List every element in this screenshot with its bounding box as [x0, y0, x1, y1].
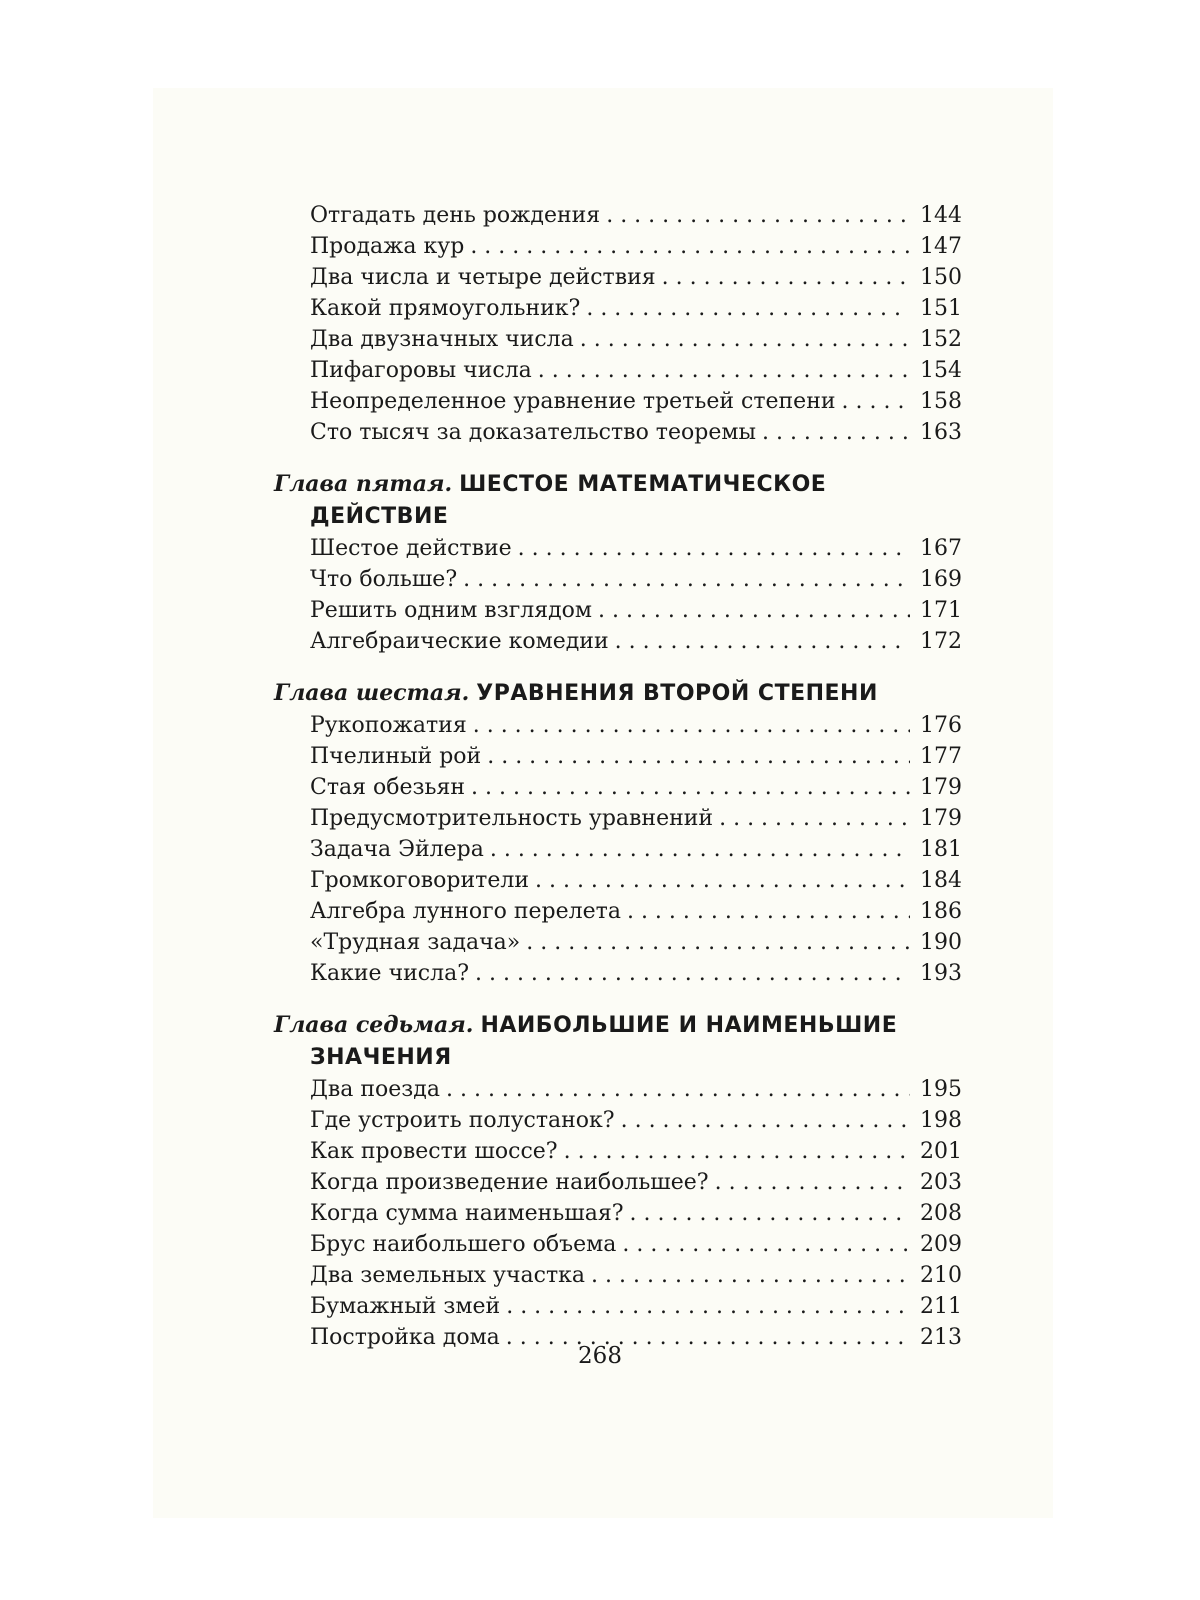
entry-title: Сто тысяч за доказательство теоремы: [310, 420, 756, 445]
dot-leader: [762, 417, 910, 448]
dot-leader: [586, 293, 910, 324]
chapter-label: Глава шестая.: [274, 680, 470, 706]
entry-title: Бумажный змей: [310, 1294, 501, 1319]
toc-entry: [310, 1198, 962, 1229]
toc-entry: [310, 710, 962, 741]
entry-title: Неопределенное уравнение третьей степени: [310, 389, 836, 414]
entry-page: 209: [920, 1232, 962, 1257]
dot-leader: [446, 1074, 910, 1105]
toc-entry: [310, 1074, 962, 1105]
dot-leader: [580, 324, 910, 355]
toc-entry: [310, 355, 962, 386]
entry-title: Задача Эйлера: [310, 837, 484, 862]
toc-entry: [310, 896, 962, 927]
toc-entry: [310, 293, 962, 324]
entry-page: 152: [920, 327, 962, 352]
dot-leader: [473, 710, 910, 741]
entry-title: Решить одним взглядом: [310, 598, 592, 623]
dot-leader: [842, 386, 910, 417]
dot-leader: [490, 834, 910, 865]
toc-entry: [310, 958, 962, 989]
dot-leader: [622, 1229, 910, 1260]
entry-page: 169: [920, 567, 962, 592]
toc-entry: [310, 231, 962, 262]
dot-leader: [591, 1260, 910, 1291]
dot-leader: [518, 533, 910, 564]
toc-entry: [310, 741, 962, 772]
dot-leader: [538, 355, 910, 386]
dot-leader: [627, 896, 910, 927]
entry-page: 172: [920, 629, 962, 654]
entry-page: 213: [920, 1325, 962, 1350]
entry-title: Что больше?: [310, 567, 458, 592]
entry-page: 190: [920, 930, 962, 955]
toc-entry: [310, 595, 962, 626]
toc-entry: [310, 1229, 962, 1260]
dot-leader: [506, 1291, 910, 1322]
toc-section: [274, 468, 962, 657]
toc-entry: [310, 262, 962, 293]
entry-title: Стая обезьян: [310, 775, 466, 800]
dot-leader: [662, 262, 910, 293]
entry-page: 154: [920, 358, 962, 383]
toc-entry: [310, 626, 962, 657]
chapter-heading: [274, 1009, 962, 1074]
dot-leader: [535, 865, 910, 896]
dot-leader: [630, 1198, 910, 1229]
dot-leader: [621, 1105, 910, 1136]
entry-title: Где устроить полустанок?: [310, 1108, 615, 1133]
toc-section: [274, 1009, 962, 1353]
entry-title: Пчелиный рой: [310, 744, 482, 769]
toc-entry: [310, 200, 962, 231]
toc-entry: [310, 1260, 962, 1291]
toc-entry: [310, 803, 962, 834]
entry-page: 150: [920, 265, 962, 290]
entry-page: 167: [920, 536, 962, 561]
dot-leader: [615, 626, 910, 657]
toc-section: [274, 677, 962, 989]
chapter-label: Глава седьмая.: [274, 1012, 474, 1038]
entry-title: Рукопожатия: [310, 713, 467, 738]
entry-title: Алгебра лунного перелета: [310, 899, 621, 924]
entry-title: Алгебраические комедии: [310, 629, 609, 654]
entry-title: Когда произведение наибольшее?: [310, 1170, 709, 1195]
entry-page: 201: [920, 1139, 962, 1164]
toc-entry: [310, 1167, 962, 1198]
entry-title: Предусмотрительность уравнений: [310, 806, 714, 831]
entry-page: 179: [920, 806, 962, 831]
entry-title: Шестое действие: [310, 536, 512, 561]
toc-entry: [310, 834, 962, 865]
entry-title: Продажа кур: [310, 234, 465, 259]
page-number: 268: [578, 1343, 622, 1369]
entry-page: 211: [920, 1294, 962, 1319]
toc-entry: [310, 533, 962, 564]
entry-title: Какие числа?: [310, 961, 469, 986]
entry-title: Громкоговорители: [310, 868, 529, 893]
chapter-heading: [274, 468, 962, 533]
chapter-title: ШЕСТОЕ МАТЕМАТИЧЕСКОЕ: [459, 472, 827, 497]
entry-page: 195: [920, 1077, 962, 1102]
entry-page: 177: [920, 744, 962, 769]
dot-leader: [719, 803, 910, 834]
chapter-heading: [274, 677, 962, 710]
chapter-title: НАИБОЛЬШИЕ И НАИМЕНЬШИЕ: [480, 1013, 898, 1038]
dot-leader: [598, 595, 910, 626]
entry-page: 176: [920, 713, 962, 738]
entry-title: Какой прямоугольник?: [310, 296, 581, 321]
chapter-title-continued: ЗНАЧЕНИЯ: [310, 1045, 452, 1070]
entry-title: Два двузначных числа: [310, 327, 574, 352]
chapter-label: Глава пятая.: [274, 471, 453, 497]
toc-entry: [310, 564, 962, 595]
entry-title: «Трудная задача»: [310, 930, 521, 955]
entry-title: Когда сумма наименьшая?: [310, 1201, 624, 1226]
entry-title: Отгадать день рождения: [310, 203, 601, 228]
entry-page: 171: [920, 598, 962, 623]
entry-page: 198: [920, 1108, 962, 1133]
entry-title: Два земельных участка: [310, 1263, 586, 1288]
dot-leader: [470, 231, 910, 262]
entry-title: Пифагоровы числа: [310, 358, 532, 383]
entry-page: 158: [920, 389, 962, 414]
toc-entry: [310, 386, 962, 417]
dot-leader: [475, 958, 910, 989]
table-of-contents: [274, 200, 962, 1353]
entry-page: 208: [920, 1201, 962, 1226]
toc-entry: [310, 417, 962, 448]
entry-page: 186: [920, 899, 962, 924]
entry-page: 203: [920, 1170, 962, 1195]
toc-section: [310, 200, 962, 448]
dot-leader: [463, 564, 910, 595]
toc-entry: [310, 324, 962, 355]
dot-leader: [715, 1167, 910, 1198]
chapter-title: УРАВНЕНИЯ ВТОРОЙ СТЕПЕНИ: [476, 681, 878, 706]
dot-leader: [606, 200, 910, 231]
entry-page: 193: [920, 961, 962, 986]
toc-entry: [310, 865, 962, 896]
entry-page: 147: [920, 234, 962, 259]
entry-title: Брус наибольшего объема: [310, 1232, 617, 1257]
toc-entry: [310, 1105, 962, 1136]
toc-entry: [310, 772, 962, 803]
entry-title: Постройка дома: [310, 1325, 500, 1350]
toc-entry: [310, 1291, 962, 1322]
entry-page: 181: [920, 837, 962, 862]
dot-leader: [471, 772, 910, 803]
entry-page: 184: [920, 868, 962, 893]
entry-page: 179: [920, 775, 962, 800]
chapter-title-continued: ДЕЙСТВИЕ: [310, 504, 449, 529]
entry-title: Два поезда: [310, 1077, 440, 1102]
entry-page: 151: [920, 296, 962, 321]
dot-leader: [487, 741, 910, 772]
entry-title: Как провести шоссе?: [310, 1139, 558, 1164]
entry-page: 144: [920, 203, 962, 228]
entry-page: 163: [920, 420, 962, 445]
entry-title: Два числа и четыре действия: [310, 265, 656, 290]
dot-leader: [526, 927, 910, 958]
dot-leader: [564, 1136, 910, 1167]
entry-page: 210: [920, 1263, 962, 1288]
toc-entry: [310, 927, 962, 958]
toc-entry: [310, 1136, 962, 1167]
